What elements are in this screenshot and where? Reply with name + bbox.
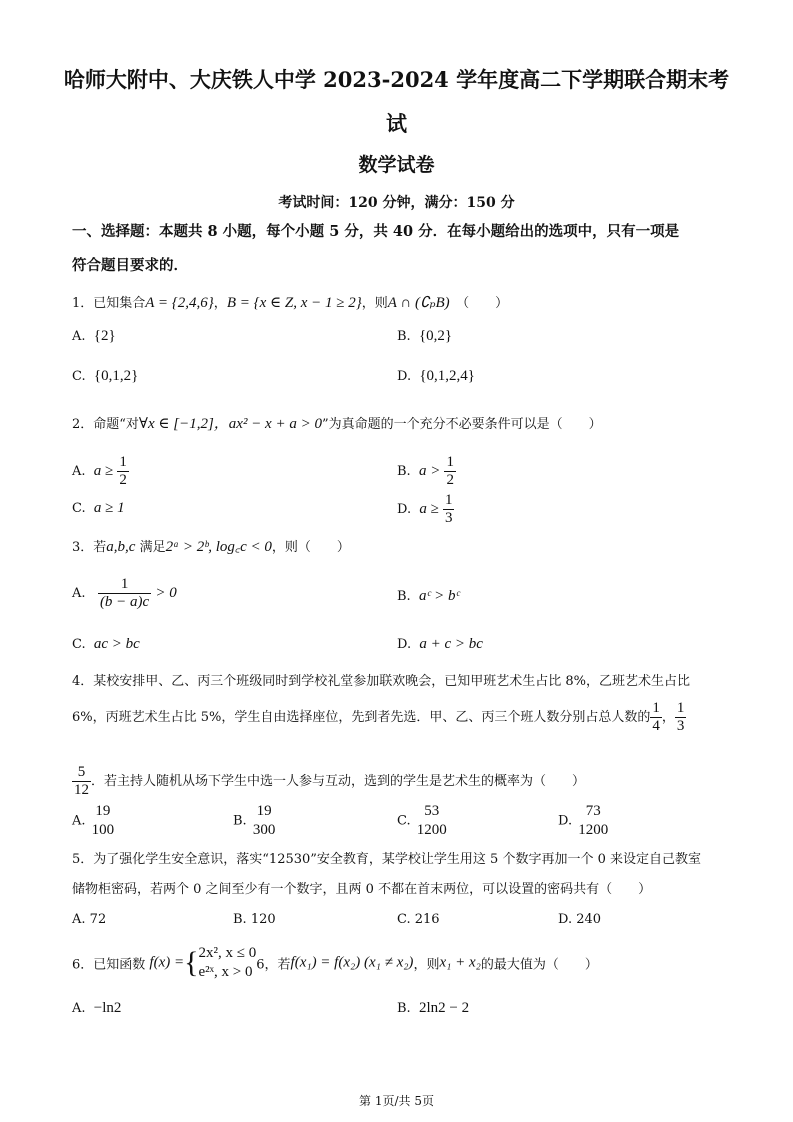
q1-prefix: 1．已知集合 [72,296,146,311]
denominator: 4 [652,718,660,734]
q4-option-a[interactable] [72,802,116,840]
option-label: C. [72,637,86,652]
piecewise-brace: { [184,946,199,979]
fraction [576,802,610,840]
option-text: {2} [93,328,116,344]
question-3-stem [72,536,350,556]
numerator: 1 [444,492,453,508]
numerator: 1 [446,454,454,470]
q3-option-a[interactable] [72,576,177,611]
option-label: B. [397,1001,411,1016]
numerator: 53 [424,803,440,819]
denominator: 100 [91,822,115,838]
q3-option-c[interactable] [72,636,140,653]
q2-option-c[interactable] [72,500,125,517]
q4-line3-text: ．若主持人随机从场下学生中选一人参与互动，选到的学生是艺术生的概率为（ ） [91,774,586,789]
fraction [443,492,455,527]
denominator: 3 [444,510,453,526]
numerator: 1 [676,700,685,716]
question-6-stem [72,944,598,982]
option-label: A. [72,1001,86,1016]
numerator: 1 [119,454,127,470]
denominator: 12 [74,782,89,798]
fraction [90,802,117,840]
q6-option-a[interactable] [72,1000,121,1017]
q5-option-b[interactable] [233,912,276,927]
q2-option-d[interactable] [397,492,454,527]
question-5-line1: 5．为了强化学生安全意识，落实“12530”安全教育，某学校让学生用这 5 个数字再加一个 0 来设定自己教室 [72,852,701,867]
q2-condition: ∀x ∈ [−1,2]，ax² − x + a > 0 [138,416,322,432]
option-label: D. [397,502,412,517]
question-4-line1: 4．某校安排甲、乙、丙三个班级同时到学校礼堂参加联欢晚会，已知甲班艺术生占比 8%，乙班艺术生占比 [72,674,691,689]
fraction [675,700,687,735]
numerator: 19 [256,803,272,819]
option-label: B. [233,813,247,829]
option-label: C. [397,813,411,829]
fraction [98,576,151,611]
option-text: 240 [576,912,602,927]
section-heading-line2: 符合题目要求的． [72,257,188,274]
q4-line2-text: 6%，丙班艺术生占比 5%，学生自由选择座位，先到者先选．甲、乙、丙三个班人数分别占总人数的 [72,710,651,725]
fraction [251,802,278,840]
option-label: C. [72,501,86,516]
numerator: 73 [585,803,601,819]
q1-ask: ，则 [361,296,388,311]
option-label: B. [233,912,247,927]
option-text: 216 [414,912,440,927]
q3-option-b[interactable] [397,588,459,605]
numerator: 5 [72,764,91,782]
fraction [415,802,449,840]
numerator: 1 [652,700,660,716]
option-label: B. [397,464,411,479]
option-text: −ln2 [93,1000,122,1016]
q6-option-b[interactable] [397,1000,469,1017]
option-label: A. [72,912,86,927]
question-4-line3 [72,764,585,799]
q3-condition: 2ᵃ > 2ᵇ, log꜀c < 0 [165,539,272,555]
question-5-line2: 储物柜密码，若两个 0 之间至少有一个数字，且两 0 不都在首末两位，可以设置的密码共有（ ） [72,882,652,897]
fraction [650,700,662,735]
q1-option-b[interactable] [397,328,452,345]
q6-condition: f(x₁) = f(x₂) (x₁ ≠ x₂) [290,954,414,971]
exam-info: 考试时间：120 分钟，满分：150 分 [278,195,515,211]
denominator: 1200 [416,822,447,838]
q5-option-c[interactable] [397,912,440,927]
q1-option-c[interactable] [72,368,138,385]
fraction [117,454,129,489]
option-text: 72 [89,912,107,927]
option-label: C. [72,369,86,384]
q6-mid: ，则 [413,957,440,973]
q2-option-a[interactable] [72,454,129,489]
option-label: A. [72,329,86,344]
option-label: A. [72,464,86,479]
option-text: a + c > bc [419,636,483,652]
fraction [72,764,91,799]
question-1-stem: 1．已知集合A = {2,4,6}，B = {x ∈ Z, x − 1 ≥ 2}，则A ∩ (∁ₚB) （ ） [72,295,509,311]
q4-option-c[interactable] [397,802,449,840]
denominator: 3 [676,718,685,734]
separator: ， [661,710,675,725]
option-text: a ≥ 1 [93,500,125,516]
piecewise-cases [199,944,257,982]
denominator: 2 [446,472,454,488]
q1-option-a[interactable] [72,328,116,345]
q3-option-d[interactable] [397,636,483,653]
option-text: aᶜ > bᶜ [418,588,460,604]
q6-suffix: 的最大值为（ ） [480,957,598,973]
denominator: 300 [252,822,276,838]
option-label: D. [558,912,573,927]
option-label: D. [397,637,412,652]
subject-title: 数学试卷 [358,154,435,176]
q1-expr: A ∩ (∁ₚB) [387,295,450,311]
q5-option-a[interactable] [72,912,106,927]
q4-option-d[interactable] [558,802,610,840]
denominator: 2 [119,472,127,488]
option-label: A. [72,586,86,601]
question-2-stem [72,412,602,433]
q3-prefix: 3．若 [72,540,107,555]
q2-prefix: 2．命题“对 [72,417,139,432]
option-text: 120 [250,912,276,927]
page-number: 第 1页/共 5页 [359,1094,434,1108]
q3-suffix: ，则（ ） [271,540,350,555]
q1-set-b: B = {x ∈ Z, x − 1 ≥ 2} [226,295,362,311]
q2-option-b[interactable] [397,454,456,489]
option-text: a ≥ [419,501,439,517]
denominator: (b − a)c [99,594,150,610]
q1-option-d[interactable] [397,368,475,385]
option-text: a ≥ [93,463,114,479]
option-text: {0,1,2} [93,368,139,384]
option-label: B. [397,589,411,604]
case-1: 2x², x ≤ 0 [198,945,257,961]
q5-option-d[interactable] [558,912,601,927]
option-label: A. [72,813,86,829]
fraction [444,454,456,489]
q6-prefix: 6．已知函数 [72,957,146,973]
option-text: ac > bc [93,636,140,652]
q4-option-b[interactable] [233,802,277,840]
option-label: C. [397,912,411,927]
denominator: 1200 [578,822,609,838]
option-text: > 0 [155,585,177,601]
page-title-line2: 试 [386,111,407,136]
q3-mid: 满足 [139,540,166,555]
q2-suffix: ”为真命题的一个充分不必要条件可以是（ ） [321,417,602,432]
option-text: {0,1,2,4} [419,368,476,384]
q6-trail: 6，若 [256,957,291,973]
option-label: D. [558,813,573,829]
numerator: 1 [98,576,151,594]
page-title-line1: 哈师大附中、大庆铁人中学 2023-2024 学年度高二下学期联合期末考 [63,67,730,92]
q1-paren: （ ） [462,296,509,311]
option-label: D. [397,369,412,384]
section-heading-line1: 一、选择题：本题共 8 小题，每个小题 5 分，共 40 分．在每小题给出的选项中，只有一项是 [72,223,680,240]
question-4-line2 [72,700,686,735]
q1-set-a: A = {2,4,6} [145,295,214,311]
q6-func: f(x) = [149,954,185,971]
option-label: B. [397,329,411,344]
case-2: e²ˣ, x > 0 [198,964,253,980]
option-text: a > [418,463,441,479]
q6-target: x₁ + x₂ [439,954,481,971]
q3-vars: a,b,c [106,539,136,555]
option-text: 2ln2 − 2 [418,1000,470,1016]
option-text: {0,2} [418,328,453,344]
numerator: 19 [95,803,111,819]
